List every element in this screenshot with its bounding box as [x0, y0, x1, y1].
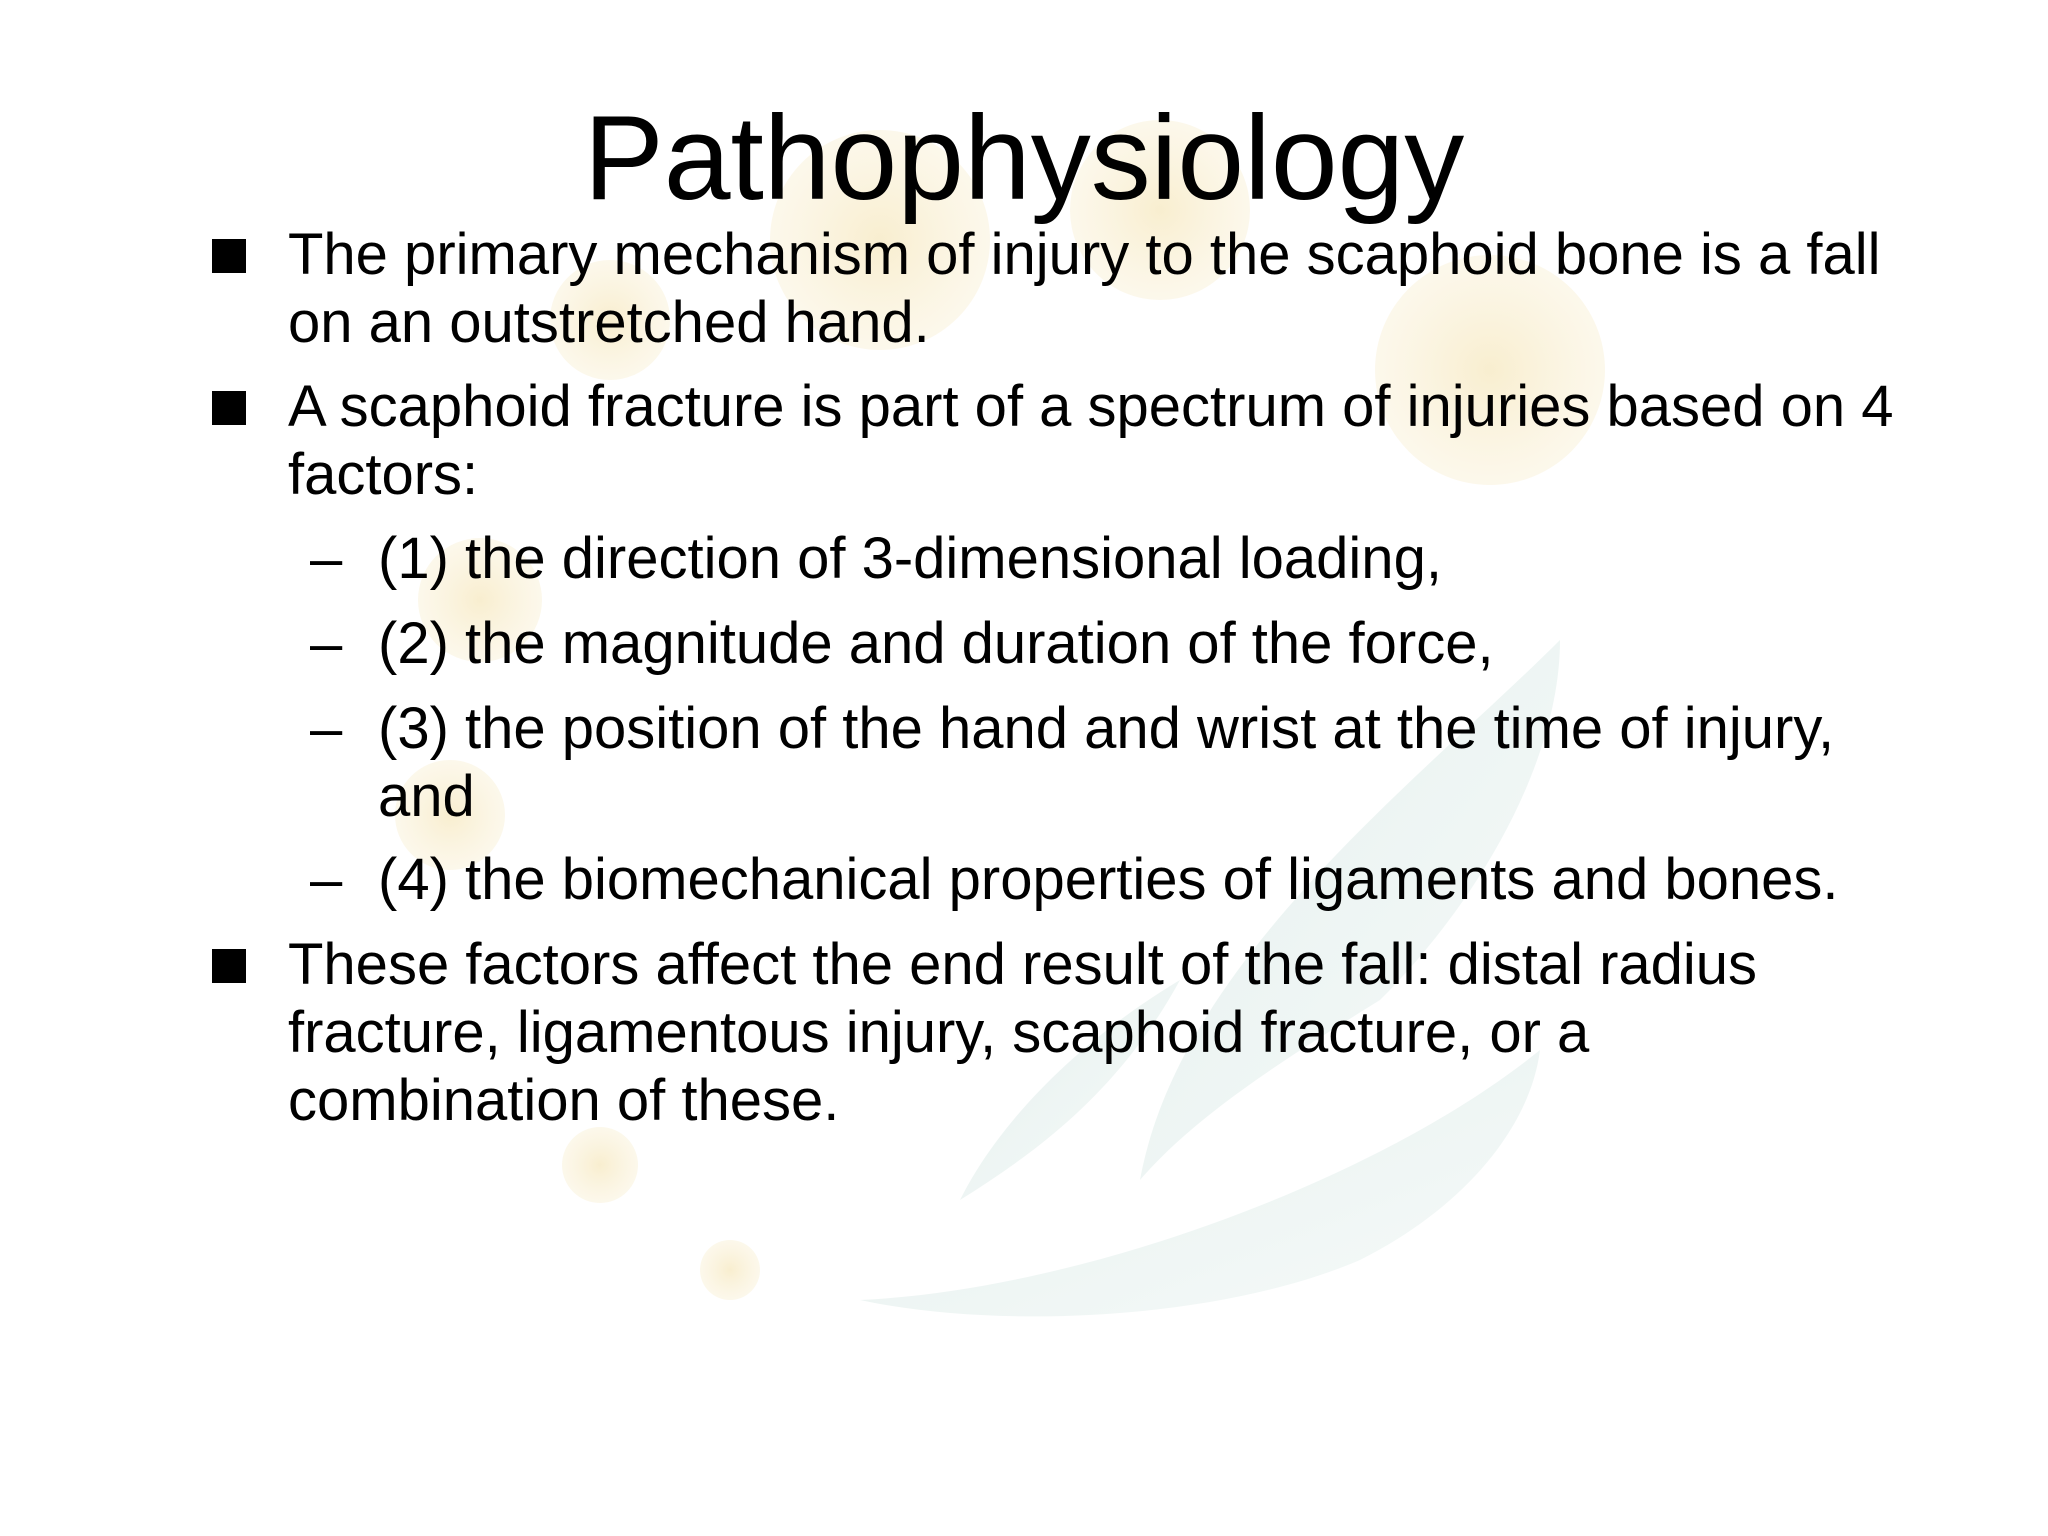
dash-marker-icon: – — [310, 526, 343, 591]
sub-list-item — [310, 610, 1938, 678]
sub-item-text: (1) the direction of 3-dimensional loading, — [378, 526, 1442, 591]
square-bullet-icon — [212, 949, 246, 983]
dash-marker-icon: – — [310, 847, 343, 912]
bullet-item — [288, 373, 1918, 509]
sub-item-text: (4) the biomechanical properties of ligaments and bones. — [378, 847, 1839, 912]
dash-marker-icon: – — [310, 611, 343, 676]
bullet-text: The primary mechanism of injury to the scaphoid bone is a fall on an outstretched hand. — [288, 222, 1881, 355]
sub-list-item — [310, 525, 1938, 593]
slide-title: Pathophysiology — [583, 91, 1465, 225]
sub-item-text: (3) the position of the hand and wrist at the time of injury, and — [378, 696, 1835, 829]
bullet-item — [288, 931, 1918, 1135]
bullet-text: These factors affect the end result of the fall: distal radius fracture, ligamentous injury, scaphoid fracture, or a combination of these. — [288, 932, 1758, 1133]
sub-item-text: (2) the magnitude and duration of the force, — [378, 611, 1494, 676]
bullet-text: A scaphoid fracture is part of a spectrum of injuries based on 4 factors: — [288, 374, 1894, 507]
sub-list-item — [310, 846, 1938, 914]
sub-list-item — [310, 695, 1938, 831]
dash-marker-icon: – — [310, 696, 343, 761]
bullet-item — [288, 221, 1918, 357]
square-bullet-icon — [212, 239, 246, 273]
square-bullet-icon — [212, 391, 246, 425]
